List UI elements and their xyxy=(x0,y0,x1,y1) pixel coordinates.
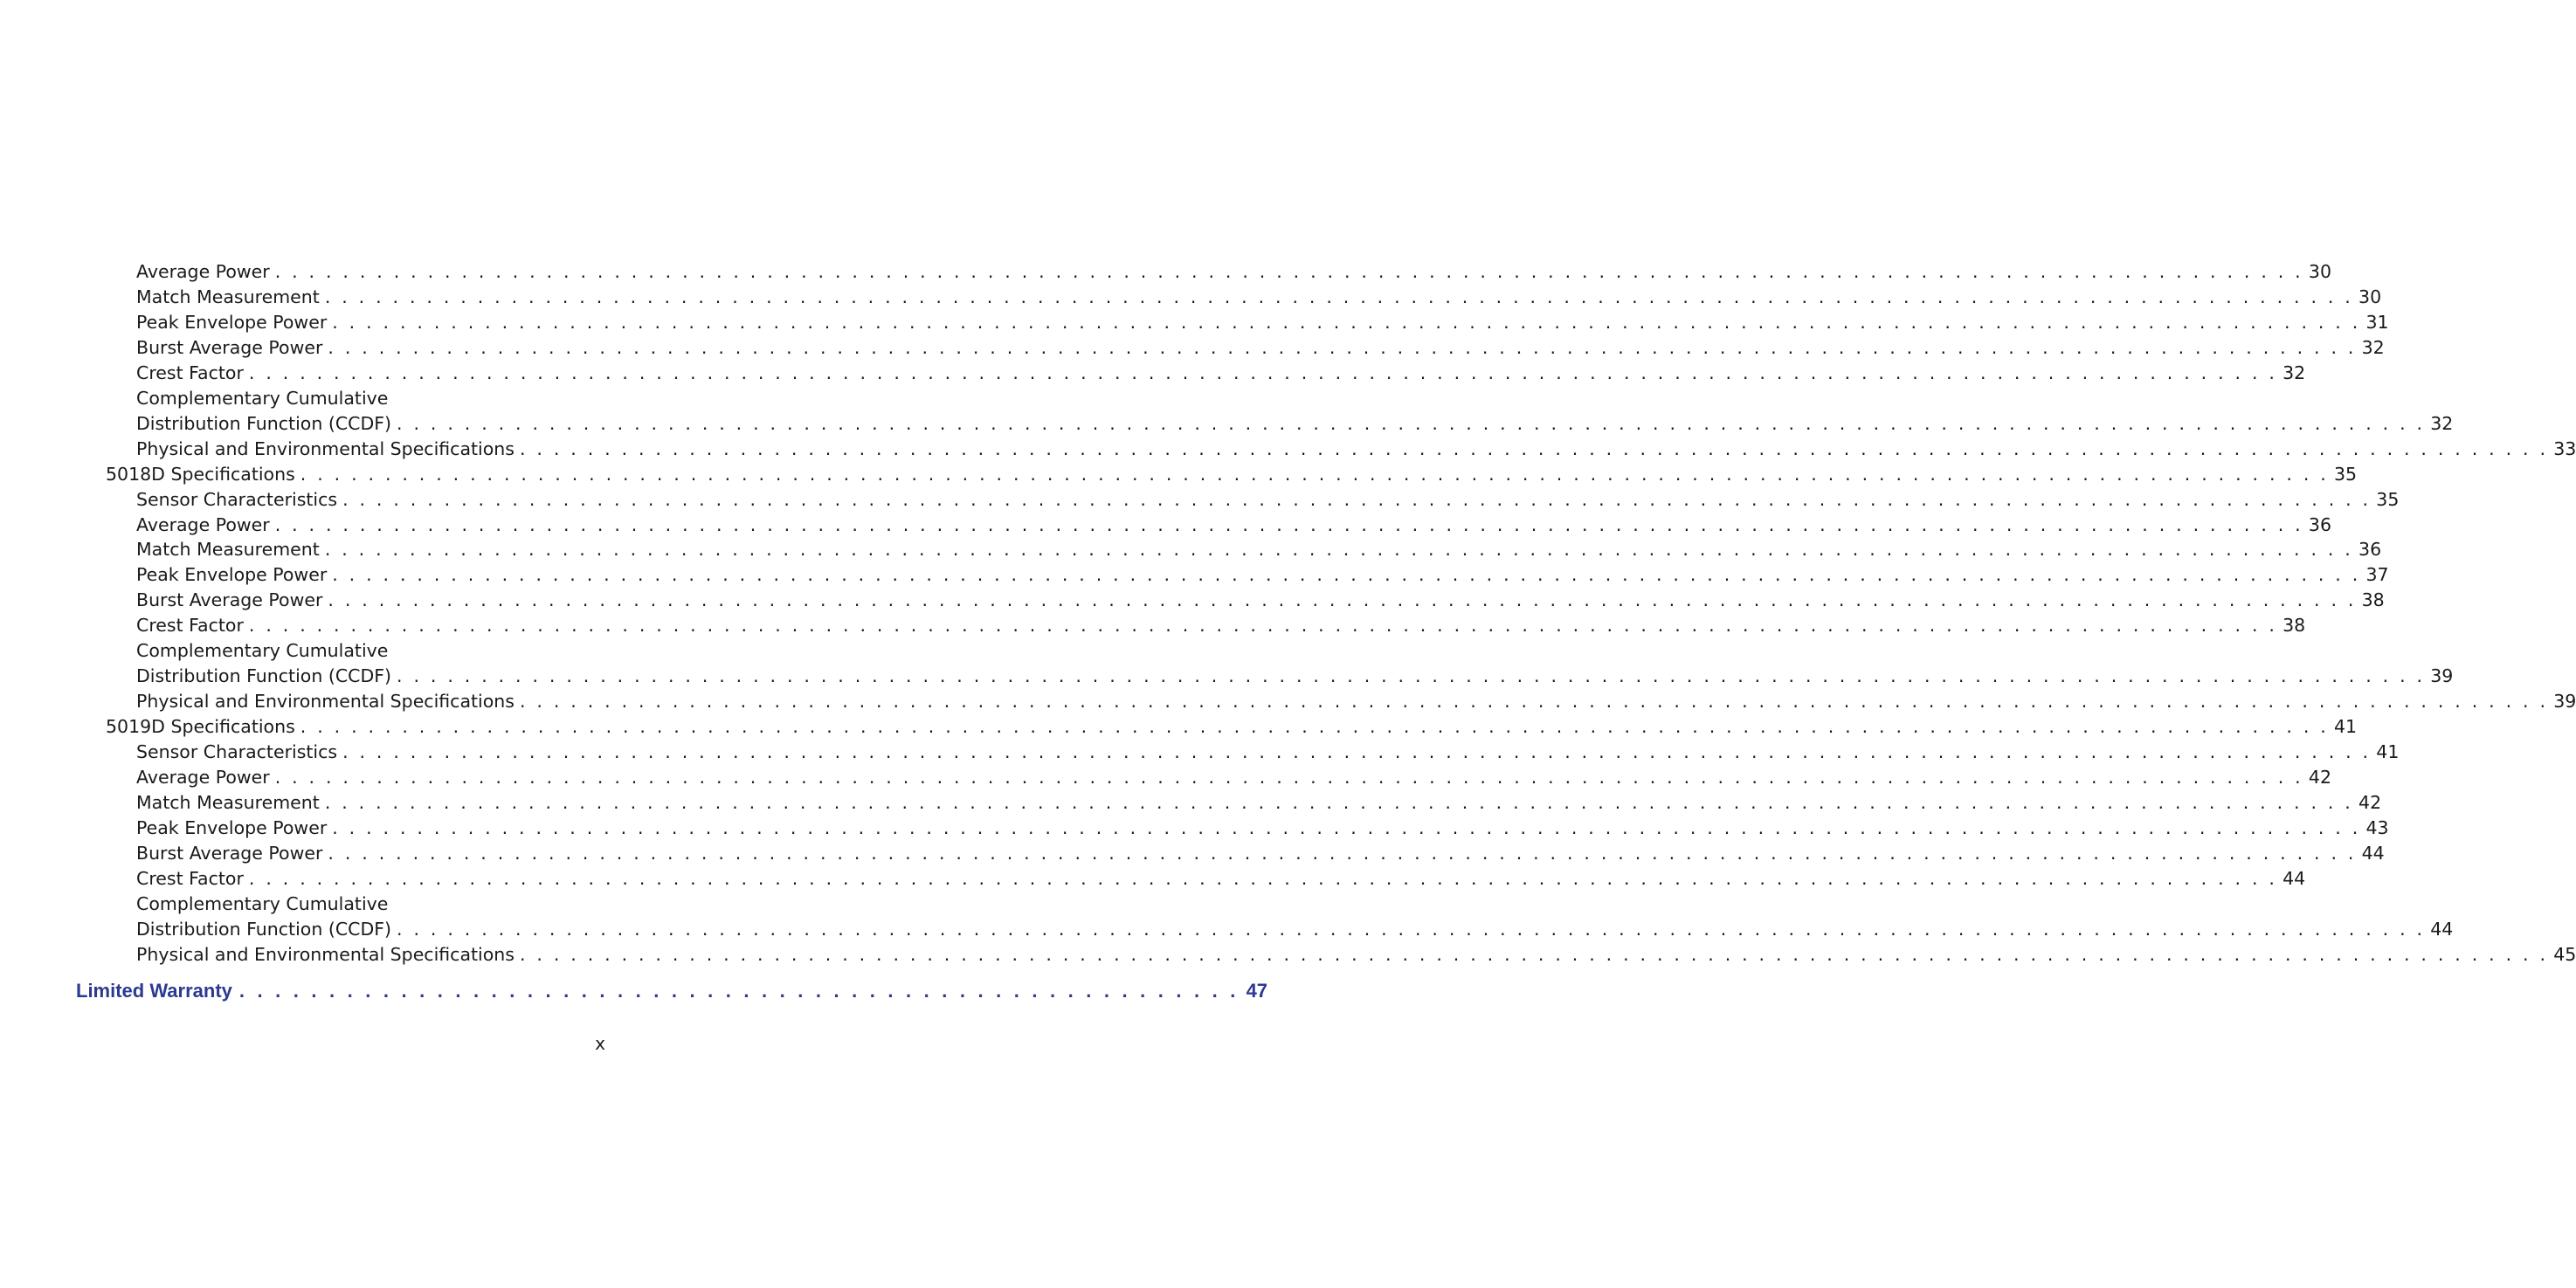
toc-entry[interactable] xyxy=(136,562,2389,588)
dot-leader: . . . . . . . . . . . . . . . . . . . . . . . . . . . . . . . . . . . . . . . . . . . . . . . . . . . . . . . . . . . . . . . . . . . . . . . . . . . . . . . . . . . . . . . . . . . . . . . . . . . . . . . . . . . . . . . . . . . . . . . . xyxy=(332,311,2361,333)
toc-entry-title: Distribution Function (CCDF) xyxy=(136,665,392,687)
toc-entry-page-number: 30 xyxy=(2358,286,2382,307)
toc-entry[interactable] xyxy=(136,411,2454,437)
toc-entry[interactable] xyxy=(136,588,2385,613)
toc-entry-page-number: 42 xyxy=(2308,767,2331,788)
toc-entry[interactable] xyxy=(136,892,605,917)
toc-entry-title: Burst Average Power xyxy=(136,336,323,358)
toc-chapter-page-number: 47 xyxy=(1246,980,1268,1002)
dot-leader: . . . . . . . . . . . . . . . . . . . . . . . . . . . . . . . . . . . . . . . . . . . . . . . . . . . . . . . . . . . . . . . . . . . . . . . . . . . . . . . . . . . . . . . . . . . . . . . . . . . . . . . . . . . . . . . . . . . . . . . . xyxy=(328,589,2357,611)
toc-entry[interactable] xyxy=(136,310,2389,335)
toc-chapter-title: Limited Warranty xyxy=(76,980,232,1002)
dot-leader: . . . . . . . . . . . . . . . . . . . . . . . . . . . . . . . . . . . . . . . . . . . . . . . . . . . . . . . . . . . . . . . . . . . . . . . . . . . . . . . . . . . . . . . . . . . . . . . . . . . . . . . . . . . . . . . . . . . . . . . . xyxy=(324,286,2354,307)
page-folio: x xyxy=(595,1033,605,1054)
toc-entry-title: Crest Factor xyxy=(136,867,244,889)
toc-entry-page-number: 31 xyxy=(2365,311,2389,333)
toc-entry-title: Physical and Environmental Specifications xyxy=(136,691,515,713)
toc-entry-page-number: 32 xyxy=(2361,336,2385,358)
dot-leader: . . . . . . . . . . . . . . . . . . . . . . . . . . . . . . . . . . . . . . . . . . . . . . . . . . . . . . . . . . . . . . . . . . . . . . . . . . . . . . . . . . . . . . . . . . . . . . . . . . . . . . . . . . . . . . . . . . . . . . . . xyxy=(324,791,2354,813)
toc-entry-title: Complementary Cumulative xyxy=(136,892,389,914)
toc-entry-title: Crest Factor xyxy=(136,362,244,383)
toc-entry-page-number: 41 xyxy=(2334,716,2358,738)
toc-entry[interactable] xyxy=(136,537,2382,562)
dot-leader: . . . . . . . . . . . . . . . . . . . . . . . . . . . . . . . . . . . . . . . . . . . . . . . . . . . . . . . . . . . . . . . . . . . . . . . . . . . . . . . . . . . . . . . . . . . . . . . . . . . . . . . . . . . . . . . . . . . . . . . . xyxy=(332,564,2361,586)
toc-entry[interactable] xyxy=(136,487,2400,513)
dot-leader: . . . . . . . . . . . . . . . . . . . . . . . . . . . . . . . . . . . . . . . . . . . . . . . . . . . . . . . . . . . . . . . . . . . . . . . . . . . . . . . . . . . . . . . . . . . . . . . . . . . . . . . . . . . . . . . . . . . . . . . . xyxy=(328,842,2357,864)
toc-entry-title: Burst Average Power xyxy=(136,589,323,611)
dot-leader: . . . . . . . . . . . . . . . . . . . . . . . . . . . . . . . . . . . . . . . . . . . . . . . . . . . . . . . . . . . . . . . . . . . . . . . . . . . . . . . . . . . . . . . . . . . . . . . . . . . . . . . . . . . . . . . . . . . . . . . . xyxy=(342,488,2372,510)
toc-entry-page-number: 32 xyxy=(2430,412,2454,434)
toc-entry-page-number: 39 xyxy=(2553,691,2576,713)
toc-entry-title: Distribution Function (CCDF) xyxy=(136,412,392,434)
toc-entry[interactable] xyxy=(136,841,2385,866)
toc-entry-page-number: 43 xyxy=(2365,816,2389,838)
toc-entry-page-number: 37 xyxy=(2365,564,2389,586)
toc-entry-page-number: 39 xyxy=(2430,665,2454,687)
toc-entry[interactable] xyxy=(136,917,2454,942)
toc-entry-page-number: 42 xyxy=(2358,791,2382,813)
toc-entry-page-number: 44 xyxy=(2430,918,2454,940)
toc-entry-title: Complementary Cumulative xyxy=(136,387,389,409)
toc-entry[interactable] xyxy=(136,790,2382,816)
toc-entry-title: Sensor Characteristics xyxy=(136,741,338,763)
dot-leader: . . . . . . . . . . . . . . . . . . . . . . . . . . . . . . . . . . . . . . . . . . . . . . . . . . . . . . . . . . . . . . . . . . . . . . . . . . . . . . . . . . . . . . . . . . . . . . . . . . . . . . . . . . . . . . . . . . . . . . . . xyxy=(332,816,2361,838)
toc-entry-title: Crest Factor xyxy=(136,615,244,637)
toc-entry[interactable] xyxy=(106,714,2358,740)
toc-entry[interactable] xyxy=(136,816,2389,841)
dot-leader: . . . . . . . . . . . . . . . . . . . . . . . . . . . . . . . . . . . . . . . . . . . . . . . . . . . . . . . . . . . . . . . . . . . . . . . . . . . . . . . . . . . . . . . . . . . . . . . . . . . . . . . . . . . . . . . . . . . . . . . . xyxy=(274,767,2303,788)
dot-leader: . . . . . . . . . . . . . . . . . . . . . . . . . . . . . . . . . . . . . . . . . . . . . . . . . . . . . . . . . . . . . . . . . . . . . . . . . . . . . . . . . . . . . . . . . . . . . . . . . . . . . . . . . . . . . . . . . . . . . . . . xyxy=(324,539,2354,561)
toc-entry-page-number: 35 xyxy=(2334,463,2358,485)
toc-entry-title: Average Power xyxy=(136,513,270,535)
dot-leader: . . . . . . . . . . . . . . . . . . . . . . . . . . . . . . . . . . . . . . . . . . . . . . . . . . . . . . . . . . . . . . . . . . . . . . . . . . . . . . . . . . . . . . . . . . . . . . . . . . . . . . . . . . . . . . . . . . . . . . . . xyxy=(300,463,2329,485)
toc-entry[interactable] xyxy=(136,335,2385,361)
toc-entry[interactable] xyxy=(136,740,2400,765)
toc-chapter-limited-warranty[interactable] xyxy=(76,978,1268,1004)
dot-leader: . . . . . . . . . . . . . . . . . . . . . . . . . . . . . . . . . . . . . . . . . . . . . . . . . . . . . . . . . . . . . . . . . . . . . . . . . . . . . . . . . . . . . . . . . . . . . . . . . . . . . . . . . . . . . . . . . . . . . . . . xyxy=(397,918,2426,940)
toc-entry[interactable] xyxy=(136,259,2331,285)
toc-entry-page-number: 36 xyxy=(2308,513,2331,535)
dot-leader: . . . . . . . . . . . . . . . . . . . . . . . . . . . . . . . . . . . . . . . . . . . . . . . . . . . . . . . . . . . . . . . . . . . . . . . . . . . . . . . . . . . . . . . . . . . . . . . . . . . . . . . . . . . . . . . . . . . . . . . . xyxy=(397,412,2426,434)
toc-entry[interactable] xyxy=(136,664,2454,689)
toc-entry-title: Peak Envelope Power xyxy=(136,311,328,333)
toc-entry[interactable] xyxy=(136,285,2382,310)
dot-leader: . . . . . . . . . . . . . . . . . . . . . . . . . . . . . . . . . . . . . . . . . . . . . . . . . . . . . . . . . . . . . . . . . . . . . . . . . . . . . . . . . . . . . . . . . . . . . . . . . . . . . . . . . . . . . . . . . . . . . . . . xyxy=(328,336,2357,358)
toc-entry-title: Burst Average Power xyxy=(136,842,323,864)
toc-entry[interactable] xyxy=(106,462,2358,487)
toc-entry[interactable] xyxy=(136,638,605,664)
toc-entry[interactable] xyxy=(136,386,605,411)
toc-entry-title: Complementary Cumulative xyxy=(136,640,389,662)
toc-entry[interactable] xyxy=(136,613,2306,638)
toc-entry[interactable] xyxy=(136,765,2331,790)
dot-leader: . . . . . . . . . . . . . . . . . . . . . . . . . . . . . . . . . . . . . . . . . . . . . . . . . . . . . . . . . . . . . . . . . . . . . . . . . . . . . . . . . . . . . . . . . . . . . . . . . . . . . . . . . . . . . . . . . . . . . . . . xyxy=(274,261,2303,282)
dot-leader: . . . . . . . . . . . . . . . . . . . . . . . . . . . . . . . . . . . . . . . . . . . . . . . . . . . . . . . . . . . . . . . . . . . . . . . . . . . . . . . . . . . . . . . . . . . . . . . . . . . . . . . . . . . . . . . . . . . . . . . . xyxy=(248,362,2278,383)
toc-entry[interactable] xyxy=(136,866,2306,892)
toc-entry-page-number: 32 xyxy=(2282,362,2306,383)
toc-entry-title: Physical and Environmental Specifications xyxy=(136,437,515,459)
toc-entry[interactable] xyxy=(136,437,2576,462)
toc-entry-title: Peak Envelope Power xyxy=(136,564,328,586)
toc-entry[interactable] xyxy=(136,942,2576,968)
toc-entry-page-number: 35 xyxy=(2376,488,2400,510)
dot-leader: . . . . . . . . . . . . . . . . . . . . . . . . . . . . . . . . . . . . . . . . . . . . . . . . . . . . . . . . . . . . . . . . . . . . . . . . . . . . . . . . . . . . . . . . . . . . . . . . . . . . . . . . . . . . . . . . . . . . . . . . xyxy=(397,665,2426,687)
dot-leader: . . . . . . . . . . . . . . . . . . . . . . . . . . . . . . . . . . . . . . . . . . . . . . . . . . . . . . . . . . . . . . . . . . . . . . . . . . . . . . . . . . . . . . . . . . . . . . . . . . . . . . . . . . . . . . . . . . . . . . . . xyxy=(519,691,2549,713)
toc-entry-page-number: 44 xyxy=(2361,842,2385,864)
dot-leader: . . . . . . . . . . . . . . . . . . . . . . . . . . . . . . . . . . . . . . . . . . . . . . . . . . . . . . . . . . . . . . . . . . . . . . . . . . . . . . . . . . . . . . . . . . . . . . . . . . . . . . . . . . . . . . . . . . . . . . . . xyxy=(248,615,2278,637)
toc-entry-page-number: 45 xyxy=(2553,943,2576,965)
toc-entry-page-number: 33 xyxy=(2553,437,2576,459)
dot-leader: . . . . . . . . . . . . . . . . . . . . . . . . . . . . . . . . . . . . . . . . . . . . . . . . . . . . . . . . xyxy=(238,980,1240,1002)
toc-entry-page-number: 36 xyxy=(2358,539,2382,561)
toc-entry-page-number: 44 xyxy=(2282,867,2306,889)
toc-entry-title: Peak Envelope Power xyxy=(136,816,328,838)
dot-leader: . . . . . . . . . . . . . . . . . . . . . . . . . . . . . . . . . . . . . . . . . . . . . . . . . . . . . . . . . . . . . . . . . . . . . . . . . . . . . . . . . . . . . . . . . . . . . . . . . . . . . . . . . . . . . . . . . . . . . . . . xyxy=(300,716,2329,738)
toc-entry-page-number: 38 xyxy=(2361,589,2385,611)
toc-entry[interactable] xyxy=(136,361,2306,386)
toc-entry-title: Match Measurement xyxy=(136,286,320,307)
toc-entry-title: Match Measurement xyxy=(136,791,320,813)
toc-entry-title: Average Power xyxy=(136,767,270,788)
toc-entry-page-number: 38 xyxy=(2282,615,2306,637)
dot-leader: . . . . . . . . . . . . . . . . . . . . . . . . . . . . . . . . . . . . . . . . . . . . . . . . . . . . . . . . . . . . . . . . . . . . . . . . . . . . . . . . . . . . . . . . . . . . . . . . . . . . . . . . . . . . . . . . . . . . . . . . xyxy=(274,513,2303,535)
toc-entry[interactable] xyxy=(136,513,2331,538)
dot-leader: . . . . . . . . . . . . . . . . . . . . . . . . . . . . . . . . . . . . . . . . . . . . . . . . . . . . . . . . . . . . . . . . . . . . . . . . . . . . . . . . . . . . . . . . . . . . . . . . . . . . . . . . . . . . . . . . . . . . . . . . xyxy=(519,943,2549,965)
dot-leader: . . . . . . . . . . . . . . . . . . . . . . . . . . . . . . . . . . . . . . . . . . . . . . . . . . . . . . . . . . . . . . . . . . . . . . . . . . . . . . . . . . . . . . . . . . . . . . . . . . . . . . . . . . . . . . . . . . . . . . . . xyxy=(519,437,2549,459)
toc-entry-title: 5018D Specifications xyxy=(106,463,295,485)
toc-entry-title: Average Power xyxy=(136,261,270,282)
toc-entry-title: Sensor Characteristics xyxy=(136,488,338,510)
toc-entry-title: 5019D Specifications xyxy=(106,716,295,738)
toc-entry-title: Match Measurement xyxy=(136,539,320,561)
toc-entry-title: Distribution Function (CCDF) xyxy=(136,918,392,940)
toc-entry-page-number: 30 xyxy=(2308,261,2331,282)
dot-leader: . . . . . . . . . . . . . . . . . . . . . . . . . . . . . . . . . . . . . . . . . . . . . . . . . . . . . . . . . . . . . . . . . . . . . . . . . . . . . . . . . . . . . . . . . . . . . . . . . . . . . . . . . . . . . . . . . . . . . . . . xyxy=(248,867,2278,889)
toc-entry[interactable] xyxy=(136,689,2576,714)
toc-entry-title: Physical and Environmental Specifications xyxy=(136,943,515,965)
dot-leader: . . . . . . . . . . . . . . . . . . . . . . . . . . . . . . . . . . . . . . . . . . . . . . . . . . . . . . . . . . . . . . . . . . . . . . . . . . . . . . . . . . . . . . . . . . . . . . . . . . . . . . . . . . . . . . . . . . . . . . . . xyxy=(342,741,2372,763)
toc-entry-page-number: 41 xyxy=(2376,741,2400,763)
